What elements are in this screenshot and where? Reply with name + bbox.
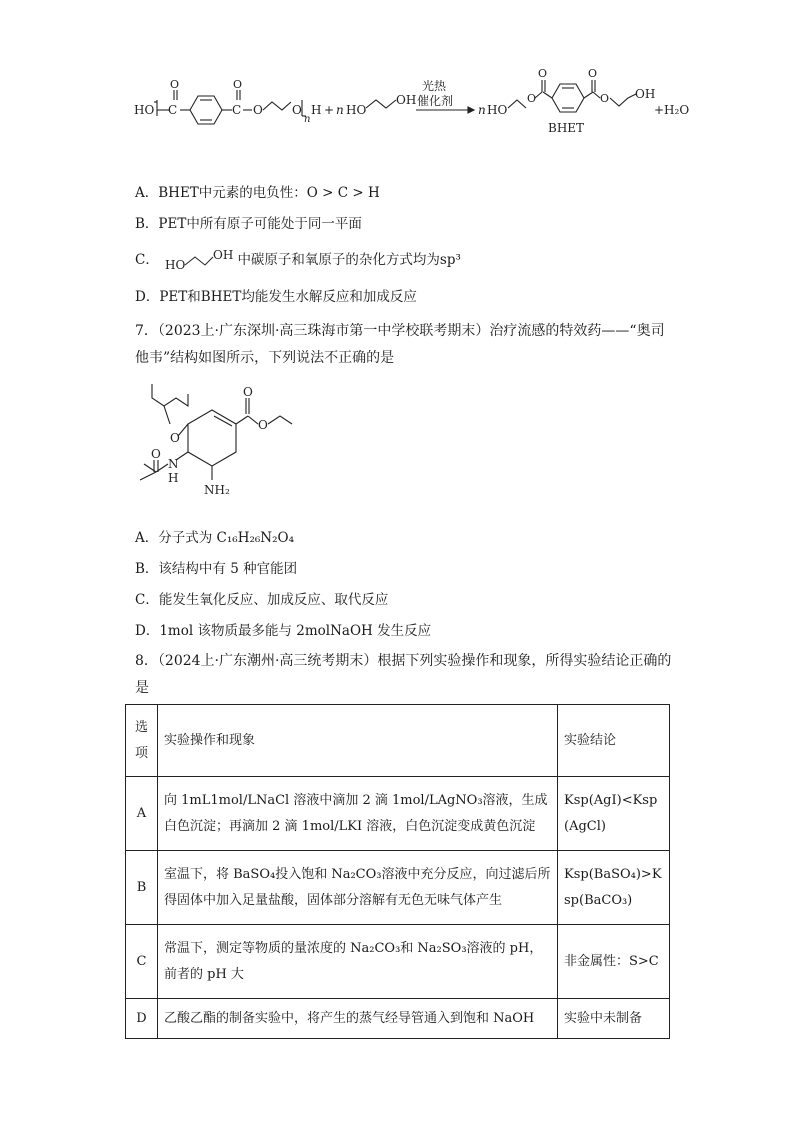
row-option: D: [126, 999, 158, 1039]
amine-group: NH₂: [204, 483, 230, 497]
row-conclusion: 非金属性：S>C: [558, 925, 670, 999]
ester-oxygen: O: [258, 418, 268, 432]
option-text: 分子式为 C₁₆H₂₆N₂O₄: [158, 530, 294, 546]
svg-text:OH: OH: [396, 93, 417, 107]
experiment-table: [125, 704, 670, 1039]
svg-text:HO: HO: [346, 103, 367, 117]
option-letter: A．: [135, 530, 159, 546]
row-operation: 向 1mL1mol/LNaCl 溶液中滴加 2 滴 1mol/LAgNO₃溶液，生成白色沉淀；再滴加 2 滴 1mol/LKI 溶液，白色沉淀变成黄色沉淀: [158, 777, 558, 851]
q7-option-a[interactable]: [135, 526, 294, 546]
row-option: A: [126, 777, 158, 851]
amide-hydrogen: H: [168, 471, 179, 485]
reaction-equation: [130, 62, 690, 142]
svg-text:O: O: [292, 103, 302, 117]
row-option: B: [126, 851, 158, 925]
svg-text:n: n: [304, 114, 311, 125]
svg-text:O: O: [233, 78, 243, 91]
q6-option-d[interactable]: [135, 285, 417, 305]
option-text: PET中所有原子可能处于同一平面: [158, 216, 362, 232]
table-row: [126, 999, 670, 1039]
option-text: 中碳原子和氧原子的杂化方式均为sp³: [237, 252, 461, 268]
q7-option-c[interactable]: [135, 588, 388, 608]
option-letter: B．: [135, 561, 159, 577]
svg-text:C: C: [168, 103, 178, 117]
option-text: BHET中元素的电负性：O > C > H: [158, 185, 380, 201]
option-letter: D．: [135, 623, 160, 639]
svg-text:O: O: [538, 67, 548, 80]
header-conclusion: 实验结论: [558, 705, 670, 777]
q7-option-b[interactable]: [135, 557, 297, 577]
option-letter: C．: [135, 252, 159, 268]
table-header-row: [126, 705, 670, 777]
row-operation: 乙酸乙酯的制备实验中，将产生的蒸气经导管通入到饱和 NaOH: [158, 999, 558, 1039]
svg-text:OH: OH: [213, 248, 234, 262]
row-conclusion: Ksp(BaSO₄)>Ksp(BaCO₃): [558, 851, 670, 925]
row-option: C: [126, 925, 158, 999]
row-conclusion: 实验中未制备: [558, 999, 670, 1039]
option-letter: D．: [135, 289, 160, 305]
q6-option-a[interactable]: [135, 181, 380, 201]
svg-text:n: n: [336, 103, 344, 117]
svg-text:O: O: [527, 92, 537, 105]
svg-text:HO: HO: [487, 103, 508, 117]
amide-nitrogen: N: [168, 457, 179, 471]
svg-text:O: O: [253, 103, 263, 117]
condition-top: 光热: [422, 79, 447, 93]
water-product: +H₂O: [654, 103, 690, 117]
ether-oxygen: O: [170, 431, 180, 445]
table-row: [126, 925, 670, 999]
option-text: 1mol 该物质最多能与 2molNaOH 发生反应: [159, 623, 432, 639]
option-letter: A．: [135, 185, 159, 201]
svg-text:C: C: [232, 103, 242, 117]
amide-oxygen: O: [151, 447, 161, 461]
svg-text:+: +: [324, 103, 335, 117]
svg-text:HO: HO: [134, 103, 155, 117]
reaction-structure-drawing: [130, 62, 690, 142]
row-operation: 常温下，测定等物质的量浓度的 Na₂CO₃和 Na₂SO₃溶液的 pH，前者的 pH 大: [158, 925, 558, 999]
header-option: 选项: [126, 705, 158, 777]
q6-option-c[interactable]: [135, 248, 461, 273]
option-text: 能发生氧化反应、加成反应、取代反应: [158, 592, 389, 608]
oseltamivir-structure: [130, 380, 310, 510]
option-letter: C．: [135, 592, 159, 608]
q6-option-b[interactable]: [135, 212, 362, 232]
row-operation: 室温下，将 BaSO₄投入饱和 Na₂CO₃溶液中充分反应，向过滤后所得固体中加入足量盐酸，固体部分溶解有无色无味气体产生: [158, 851, 558, 925]
bhet-label: BHET: [548, 121, 585, 135]
row-conclusion: Ksp(AgI)<Ksp(AgCl): [558, 777, 670, 851]
table-row: [126, 777, 670, 851]
option-letter: B．: [135, 216, 159, 232]
svg-text:OH: OH: [635, 87, 656, 101]
q7-option-d[interactable]: [135, 619, 431, 639]
header-operation: 实验操作和现象: [158, 705, 558, 777]
svg-text:H: H: [311, 103, 322, 117]
svg-text:O: O: [170, 78, 180, 91]
svg-text:n: n: [478, 103, 486, 117]
table-row: [126, 851, 670, 925]
svg-text:O: O: [600, 92, 610, 105]
condition-bottom: 催化剂: [417, 94, 454, 108]
q8-stem: 8．（2024上·广东潮州·高三统考期末）根据下列实验操作和现象，所得实验结论正确的是: [135, 653, 672, 696]
svg-text:HO: HO: [165, 257, 186, 272]
option-text: 该结构中有 5 种官能团: [158, 561, 298, 577]
option-text: PET和BHET均能发生水解反应和加成反应: [159, 289, 417, 305]
q7-stem: 7．（2023上·广东深圳·高三珠海市第一中学校联考期末）治疗流感的特效药——“奥司他韦”结构如图所示，下列说法不正确的是: [135, 323, 665, 366]
carbonyl-oxygen: O: [243, 385, 253, 399]
svg-text:O: O: [588, 67, 598, 80]
ethylene-glycol-structure: [163, 249, 233, 273]
